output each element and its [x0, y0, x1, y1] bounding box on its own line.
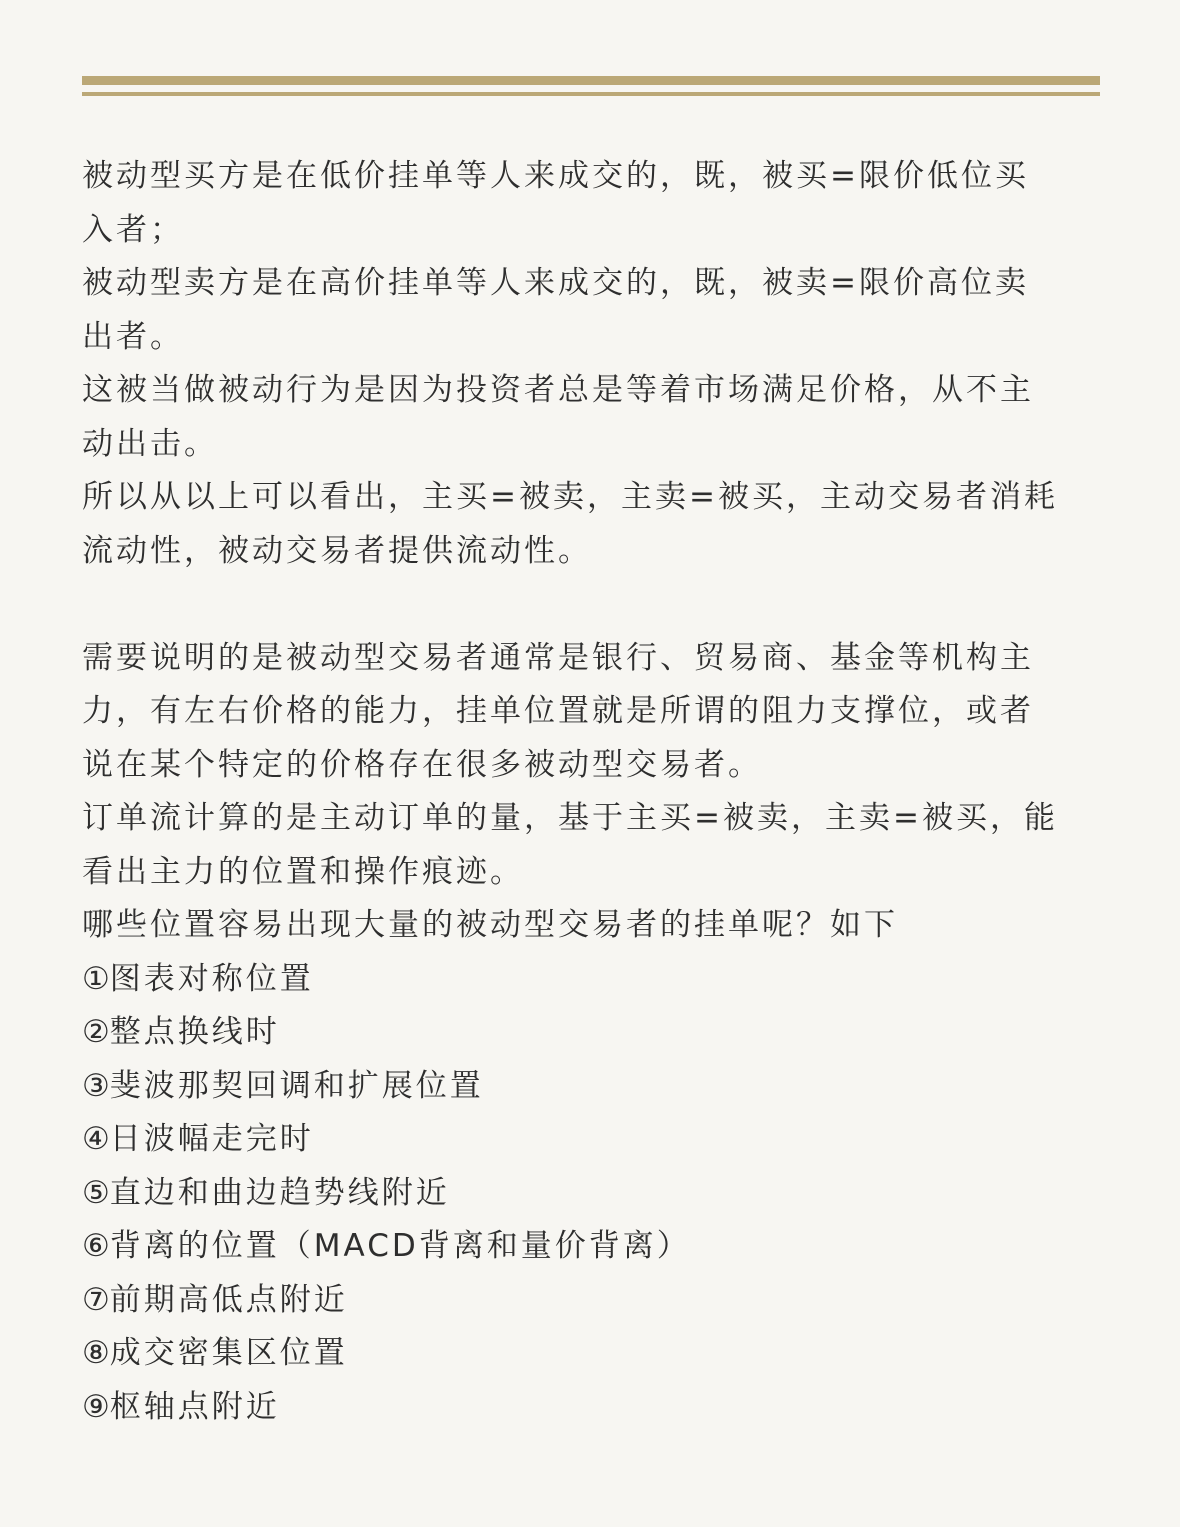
list-marker: ⑨	[82, 1388, 110, 1425]
text-line: 哪些位置容易出现大量的被动型交易者的挂单呢？如下	[82, 907, 898, 943]
text-line: 被动型买方是在低价挂单等人来成交的，既，被买=限价低位买	[82, 158, 1029, 194]
list-marker: ②	[82, 1014, 110, 1050]
paragraph-question	[82, 899, 1102, 953]
text-line: 需要说明的是被动型交易者通常是银行、贸易商、基金等机构主	[82, 639, 1034, 676]
header-rule-thin	[82, 92, 1100, 96]
text-line: 这被当做被动行为是因为投资者总是等着市场满足价格，从不主	[82, 372, 1034, 408]
paragraph-passive-buyer	[82, 150, 1102, 257]
paragraph-passive-behavior	[82, 364, 1102, 471]
list-item-text: 背离的位置（MACD背离和量价背离）	[109, 1228, 691, 1264]
list-marker: ③	[82, 1067, 110, 1104]
text-line: 入者；	[82, 211, 184, 248]
list-item-text: 斐波那契回调和扩展位置	[109, 1067, 484, 1104]
text-line: 看出主力的位置和操作痕迹。	[82, 853, 524, 890]
text-line: 所以从以上可以看出，主买=被卖，主卖=被买，主动交易者消耗	[82, 479, 1058, 515]
text-line: 被动型卖方是在高价挂单等人来成交的，既，被卖=限价高位卖	[82, 265, 1029, 301]
text-line: 订单流计算的是主动订单的量，基于主买=被卖，主卖=被买，能	[82, 800, 1058, 836]
list-item-text: 整点换线时	[109, 1014, 280, 1050]
text-line: 出者。	[82, 318, 184, 355]
article-body	[82, 150, 1102, 1434]
list-marker: ④	[82, 1121, 110, 1157]
list-item	[82, 1274, 1102, 1328]
header-rule-thick	[82, 76, 1100, 85]
list-item	[82, 1006, 1102, 1060]
list-item-text: 枢轴点附近	[109, 1388, 280, 1425]
paragraph-spacer	[82, 578, 1102, 632]
text-line: 动出击。	[82, 425, 218, 462]
text-line: 力，有左右价格的能力，挂单位置就是所谓的阻力支撑位，或者	[82, 693, 1034, 729]
paragraph-order-flow	[82, 792, 1102, 899]
list-item-text: 直边和曲边趋势线附近	[109, 1174, 450, 1211]
list-item-text: 前期高低点附近	[109, 1281, 348, 1318]
text-line: 说在某个特定的价格存在很多被动型交易者。	[82, 746, 762, 783]
list-marker: ①	[82, 960, 110, 997]
paragraph-liquidity	[82, 471, 1102, 578]
numbered-list	[82, 953, 1102, 1435]
list-marker: ⑧	[82, 1335, 110, 1371]
list-item	[82, 1060, 1102, 1114]
text-line: 流动性，被动交易者提供流动性。	[82, 532, 592, 569]
list-marker: ⑦	[82, 1281, 110, 1318]
paragraph-institutions	[82, 632, 1102, 793]
list-marker: ⑤	[82, 1174, 110, 1211]
list-item	[82, 1327, 1102, 1381]
list-item-text: 日波幅走完时	[109, 1121, 314, 1157]
list-item	[82, 1167, 1102, 1221]
paragraph-passive-seller	[82, 257, 1102, 364]
list-item	[82, 1113, 1102, 1167]
list-item	[82, 953, 1102, 1007]
list-marker: ⑥	[82, 1228, 110, 1264]
list-item-text: 图表对称位置	[109, 960, 314, 997]
list-item-text: 成交密集区位置	[109, 1335, 348, 1371]
list-item	[82, 1381, 1102, 1435]
list-item	[82, 1220, 1102, 1274]
